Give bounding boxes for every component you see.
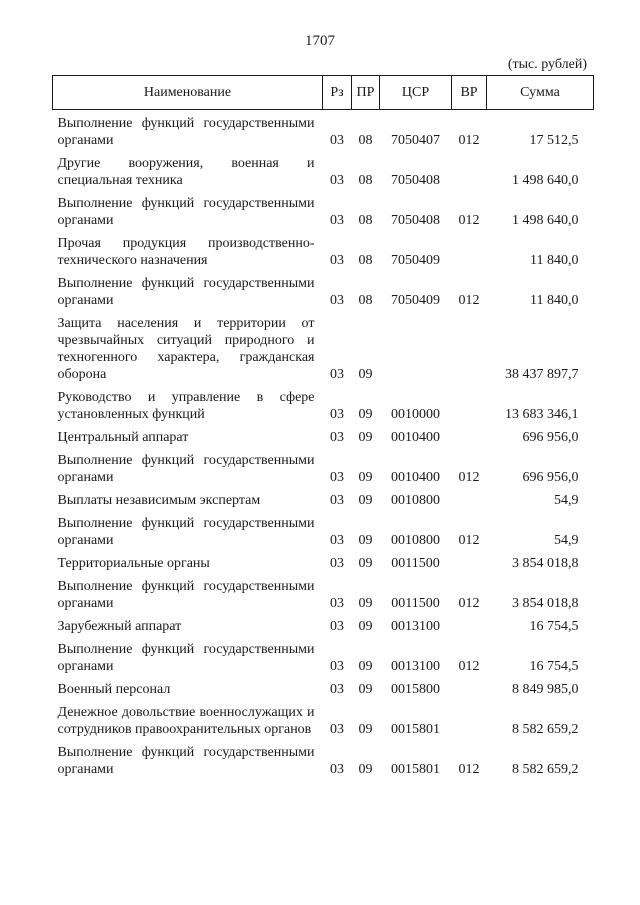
header-pr: ПР xyxy=(352,76,380,110)
row-sum: 11 840,0 xyxy=(530,293,579,308)
row-pr: 09 xyxy=(358,596,373,611)
row-csr: 7050409 xyxy=(391,253,440,268)
row-name: Выполнение функций государственными органами xyxy=(57,642,315,674)
row-rz: 03 xyxy=(330,533,344,548)
row-sum: 8 582 659,2 xyxy=(512,762,579,777)
row-name: Выполнение функций государственными органами xyxy=(57,116,315,148)
row-rz: 03 xyxy=(330,470,344,485)
row-name: Выполнение функций государственными органами xyxy=(57,745,315,777)
row-name: Защита населения и территории от чрезвычайных ситуаций природного и техногенного характера, гражданская оборона xyxy=(57,316,315,382)
row-csr: 0013100 xyxy=(391,659,440,674)
row-name: Выполнение функций государственными органами xyxy=(57,579,315,611)
row-name: Территориальные органы xyxy=(57,556,210,571)
row-rz: 03 xyxy=(330,596,344,611)
header-name: Наименование xyxy=(53,76,323,110)
row-name: Военный персонал xyxy=(57,682,171,697)
row-pr: 09 xyxy=(358,533,373,548)
row-rz: 03 xyxy=(330,173,344,188)
row-name: Выполнение функций государственными органами xyxy=(57,453,315,485)
table-header-row xyxy=(53,76,594,110)
row-sum: 696 956,0 xyxy=(522,430,579,445)
header-csr: ЦСР xyxy=(380,76,452,110)
row-sum: 8 582 659,2 xyxy=(512,722,579,737)
row-rz: 03 xyxy=(330,762,344,777)
row-vr xyxy=(452,229,487,269)
row-rz: 03 xyxy=(330,619,344,634)
row-sum: 38 437 897,7 xyxy=(505,367,579,382)
row-pr: 09 xyxy=(358,619,373,634)
table-row xyxy=(53,572,594,612)
row-vr: 012 xyxy=(458,533,480,548)
row-pr: 09 xyxy=(358,407,373,422)
row-name: Выполнение функций государственными органами xyxy=(57,276,315,308)
row-pr: 08 xyxy=(358,173,373,188)
row-vr: 012 xyxy=(458,213,480,228)
row-vr xyxy=(452,549,487,572)
row-name: Центральный аппарат xyxy=(57,430,189,445)
row-vr: 012 xyxy=(458,293,480,308)
row-vr xyxy=(452,698,487,738)
table-row xyxy=(53,149,594,189)
row-sum: 8 849 985,0 xyxy=(512,682,579,697)
row-rz: 03 xyxy=(330,253,344,268)
header-sum: Сумма xyxy=(487,76,594,110)
row-sum: 696 956,0 xyxy=(522,470,579,485)
row-pr: 09 xyxy=(358,493,373,508)
row-vr xyxy=(452,309,487,383)
row-csr: 0010400 xyxy=(391,430,440,445)
row-rz: 03 xyxy=(330,407,344,422)
row-sum: 54,9 xyxy=(554,493,579,508)
row-pr: 09 xyxy=(358,682,373,697)
table-row xyxy=(53,486,594,509)
row-vr: 012 xyxy=(458,762,480,777)
row-csr: 0013100 xyxy=(391,619,440,634)
row-name: Выплаты независимым экспертам xyxy=(57,493,261,508)
row-name: Другие вооружения, военная и специальная техника xyxy=(57,156,315,188)
row-pr: 08 xyxy=(358,213,373,228)
row-csr: 0015800 xyxy=(391,682,440,697)
row-csr: 0010800 xyxy=(391,493,440,508)
row-rz: 03 xyxy=(330,430,344,445)
table-row xyxy=(53,423,594,446)
row-csr: 0010400 xyxy=(391,470,440,485)
row-rz: 03 xyxy=(330,133,344,148)
row-vr xyxy=(452,675,487,698)
row-pr: 09 xyxy=(358,470,373,485)
row-pr: 08 xyxy=(358,133,373,148)
row-name: Руководство и управление в сфере установленных функций xyxy=(57,390,315,422)
row-csr: 0011500 xyxy=(391,596,440,611)
row-sum: 1 498 640,0 xyxy=(512,213,579,228)
row-csr: 0010000 xyxy=(391,407,440,422)
row-vr xyxy=(452,486,487,509)
row-sum: 16 754,5 xyxy=(529,659,579,674)
row-csr: 0011500 xyxy=(391,556,440,571)
row-vr: 012 xyxy=(458,133,480,148)
row-pr: 09 xyxy=(358,367,373,382)
units-note: (тыс. рублей) xyxy=(507,57,587,72)
row-name: Выполнение функций государственными органами xyxy=(57,196,315,228)
row-rz: 03 xyxy=(330,659,344,674)
row-vr: 012 xyxy=(458,470,480,485)
row-sum: 11 840,0 xyxy=(530,253,579,268)
row-name: Зарубежный аппарат xyxy=(57,619,182,634)
table-row xyxy=(53,446,594,486)
row-vr xyxy=(452,612,487,635)
table-row xyxy=(53,110,594,150)
header-vr: ВР xyxy=(452,76,487,110)
row-pr: 09 xyxy=(358,659,373,674)
row-pr: 08 xyxy=(358,293,373,308)
row-sum: 13 683 346,1 xyxy=(505,407,579,422)
row-csr: 7050408 xyxy=(391,173,440,188)
row-rz: 03 xyxy=(330,682,344,697)
row-vr: 012 xyxy=(458,659,480,674)
table-row xyxy=(53,635,594,675)
table-row xyxy=(53,269,594,309)
row-sum: 3 854 018,8 xyxy=(512,596,579,611)
row-csr: 7050409 xyxy=(391,293,440,308)
table-row xyxy=(53,229,594,269)
row-pr: 09 xyxy=(358,556,373,571)
row-rz: 03 xyxy=(330,293,344,308)
table-row xyxy=(53,675,594,698)
table-row xyxy=(53,309,594,383)
budget-table xyxy=(52,75,594,778)
row-csr: 7050408 xyxy=(391,213,440,228)
row-csr: 7050407 xyxy=(391,133,440,148)
row-pr: 09 xyxy=(358,430,373,445)
row-rz: 03 xyxy=(330,556,344,571)
row-csr: 0010800 xyxy=(391,533,440,548)
row-sum: 1 498 640,0 xyxy=(512,173,579,188)
table-row xyxy=(53,612,594,635)
row-rz: 03 xyxy=(330,493,344,508)
table-row xyxy=(53,509,594,549)
row-sum: 3 854 018,8 xyxy=(512,556,579,571)
row-vr xyxy=(452,423,487,446)
table-row xyxy=(53,549,594,572)
row-rz: 03 xyxy=(330,213,344,228)
table-row xyxy=(53,738,594,778)
table-row xyxy=(53,189,594,229)
row-name: Денежное довольствие военнослужащих и сотрудников правоохранительных органов xyxy=(57,705,315,737)
row-rz: 03 xyxy=(330,722,344,737)
row-csr xyxy=(380,309,452,383)
row-vr: 012 xyxy=(458,596,480,611)
row-sum: 54,9 xyxy=(554,533,579,548)
header-rz: Рз xyxy=(323,76,352,110)
row-sum: 17 512,5 xyxy=(529,133,579,148)
table-row xyxy=(53,698,594,738)
row-vr xyxy=(452,149,487,189)
table-row xyxy=(53,383,594,423)
row-csr: 0015801 xyxy=(391,722,440,737)
row-sum: 16 754,5 xyxy=(529,619,579,634)
row-name: Выполнение функций государственными органами xyxy=(57,516,315,548)
row-name: Прочая продукция производственно-технического назначения xyxy=(57,236,315,268)
row-rz: 03 xyxy=(330,367,344,382)
row-csr: 0015801 xyxy=(391,762,440,777)
row-pr: 08 xyxy=(358,253,373,268)
row-pr: 09 xyxy=(358,722,373,737)
page-number: 1707 xyxy=(305,33,335,49)
row-vr xyxy=(452,383,487,423)
row-pr: 09 xyxy=(358,762,373,777)
